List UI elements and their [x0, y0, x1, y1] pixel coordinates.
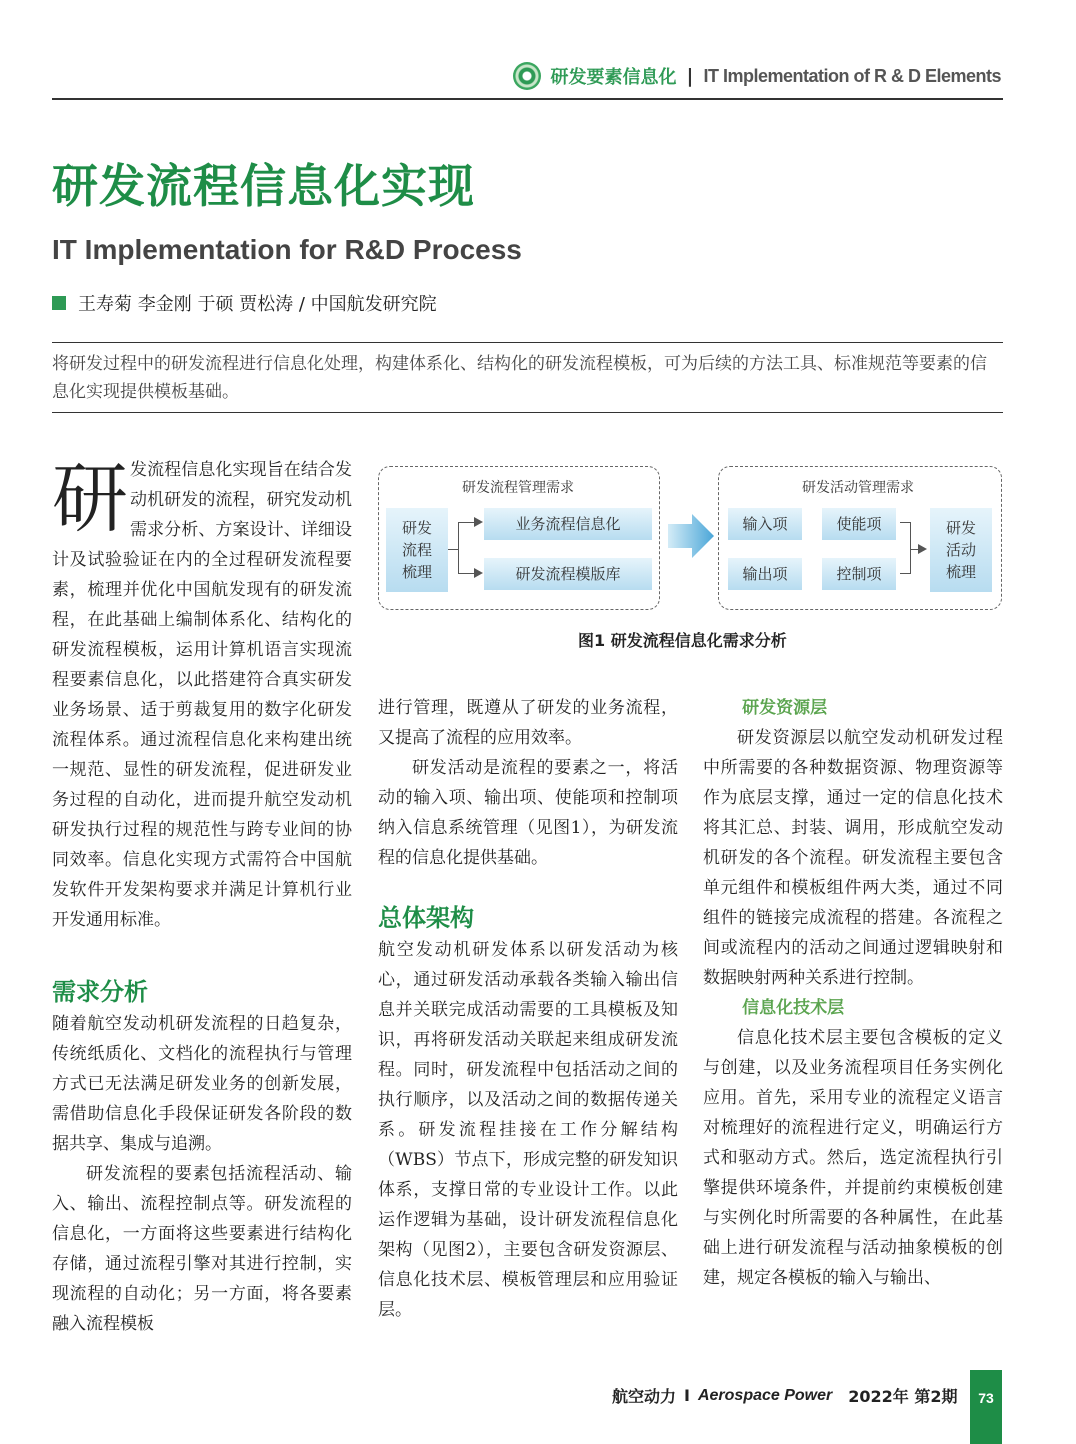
journal-name-en: Aerospace Power — [697, 1386, 833, 1404]
footer-separator: I — [684, 1386, 690, 1405]
author-line — [52, 290, 437, 316]
block-business-process-it: 业务流程信息化 — [484, 508, 652, 540]
drop-cap: 研 — [52, 454, 128, 543]
connector-line — [910, 549, 918, 550]
authors: 王寿菊 李金刚 于硕 贾松涛 / 中国航发研究院 — [78, 294, 437, 315]
connector-line — [458, 522, 474, 523]
article-title-en: IT Implementation for R&D Process — [52, 234, 522, 265]
running-header — [513, 60, 1002, 92]
bullet-square-icon — [52, 296, 66, 310]
connector-line — [458, 573, 474, 574]
heading-overall-architecture: 总体架构 — [378, 904, 474, 932]
column-3 — [703, 693, 1003, 1293]
column-1 — [52, 455, 352, 1339]
block-output: 输出项 — [728, 558, 802, 590]
connector-line — [900, 573, 910, 574]
connector-line — [910, 522, 911, 574]
right-frame-title: 研发活动管理需求 — [802, 480, 914, 496]
block-input: 输入项 — [728, 508, 802, 540]
block-enable: 使能项 — [822, 508, 896, 540]
abstract-rule-bottom — [52, 412, 1003, 413]
header-separator: | — [686, 65, 694, 87]
section-name-cn: 研发要素信息化 — [550, 67, 677, 88]
needs-paragraph-1: 随着航空发动机研发流程的日趋复杂，传统纸质化、文档化的流程执行与管理方式已无法满足研发业务的创新发展，需借助信息化手段保证研发各阶段的数据共享、集成与追溯。 — [52, 1014, 352, 1154]
issue-date: 2022年 第2期 — [848, 1387, 958, 1406]
heading-it-layer: 信息化技术层 — [742, 998, 845, 1018]
col2-paragraph-2: 研发活动是流程的要素之一，将活动的输入项、输出项、使能项和控制项纳入信息系统管理（见图1），为研发流程的信息化提供基础。 — [378, 758, 678, 868]
figure-1-caption: 图1 研发流程信息化需求分析 — [578, 631, 787, 650]
intro-paragraph: 发流程信息化实现旨在结合发动机研发的流程，研究发动机需求分析、方案设计、详细设计及试验验证在内的全过程研发流程要素，梳理并优化中国航发现有的研发流程，在此基础上编制体系化、结构化的研发流程模板，运用计算机语言实现流程要素信息化，以此搭建符合真实研发业务场景、适于剪裁复用的数字化研发流程体系。通过流程信息化来构建出统一规范、显性的研发流程，促进研发业务过程的自动化，进而提升航空发动机研发执行过程的规范性与跨专业间的协同效率。信息化实现方式需符合中国航发软件开发架构要求并满足计算机行业开发通用标准。 — [52, 460, 352, 930]
needs-paragraph-2: 研发流程的要素包括流程活动、输入、输出、流程控制点等。研发流程的信息化，一方面将这些要素进行结构化存储，通过流程引擎对其进行控制，实现流程的自动化；另一方面，将各要素融入流程模板 — [52, 1164, 352, 1334]
big-arrow-right-icon — [668, 514, 714, 558]
connector-line — [458, 522, 459, 574]
source-block-process-sorting: 研发 流程 梳理 — [386, 508, 448, 592]
journal-logo-icon — [513, 62, 541, 90]
left-frame-title: 研发流程管理需求 — [462, 480, 574, 496]
article-title-cn: 研发流程信息化实现 — [52, 159, 475, 213]
target-block-activity-sorting: 研发 活动 梳理 — [930, 508, 992, 592]
col2-paragraph-1: 进行管理，既遵从了研发的业务流程，又提高了流程的应用效率。 — [378, 698, 678, 748]
arrow-right-icon — [474, 568, 483, 578]
it-layer-paragraph: 信息化技术层主要包含模板的定义与创建，以及业务流程项目任务实例化应用。首先，采用专业的流程定义语言对梳理好的流程进行定义，明确运行方式和驱动方式。然后，选定流程执行引擎提供环境条件，并提前约束模板创建与实例化时所需要的各种属性，在此基础上进行研发流程与活动抽象模板的创建，规定各模板的输入与输出、 — [703, 1028, 1003, 1288]
heading-resource-layer: 研发资源层 — [742, 698, 828, 718]
connector-line — [900, 522, 910, 523]
journal-name-cn: 航空动力 — [612, 1387, 677, 1406]
header-rule — [52, 98, 1003, 100]
arrow-right-icon — [918, 544, 927, 554]
col2-paragraph-3: 航空发动机研发体系以研发活动为核心，通过研发活动承载各类输入输出信息并关联完成活动需要的工具模板及知识，再将研发活动关联起来组成研发流程。同时，研发流程中包括活动之间的执行顺序，以及活动之间的数据传递关系。研发流程挂接在工作分解结构（WBS）节点下，形成完整的研发知识体系，支撑日常的专业设计工作。以此运作逻辑为基础，设计研发流程信息化架构（见图2），主要包含研发资源层、信息化技术层、模板管理层和应用验证层。 — [378, 940, 678, 1320]
abstract: 将研发过程中的研发流程进行信息化处理，构建体系化、结构化的研发流程模板，可为后续的方法工具、标准规范等要素的信息化实现提供模板基础。 — [52, 354, 987, 402]
page-number: 73 — [970, 1370, 1002, 1444]
block-process-template-library: 研发流程模版库 — [484, 558, 652, 590]
heading-needs-analysis: 需求分析 — [52, 978, 148, 1006]
block-control: 控制项 — [822, 558, 896, 590]
connector-line — [448, 549, 458, 550]
arrow-right-icon — [474, 517, 483, 527]
section-name-en: IT Implementation of R & D Elements — [703, 65, 1001, 86]
resource-layer-paragraph: 研发资源层以航空发动机研发过程中所需要的各种数据资源、物理资源等作为底层支撑，通过一定的信息化技术将其汇总、封装、调用，形成航空发动机研发的各个流程。研发流程主要包含单元组件和模板组件两大类，通过不同组件的链接完成流程的搭建。各流程之间或流程内的活动之间通过逻辑映射和数据映射两种关系进行控制。 — [703, 728, 1003, 988]
abstract-rule-top — [52, 342, 1003, 343]
page-footer — [612, 1384, 958, 1407]
column-2 — [378, 693, 678, 1325]
